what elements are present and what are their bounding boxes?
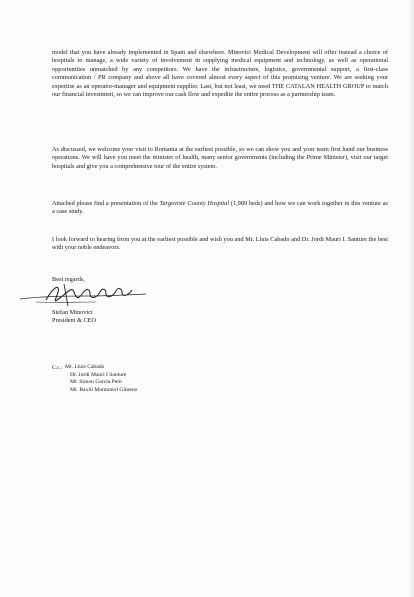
closing-paragraph: I look forward to hearing from you at the earliest possible and wish you and Mr. Lluis Cabado and Dr. Jordi Mauri I. Santure the best with your noble endeavors. <box>52 236 388 252</box>
cc-recipient: Mr. Baxili Montuniol Gimeno <box>70 386 138 393</box>
body-paragraph-1: model that you have already implemented in Spain and elsewhere. Minovici Medical Development will offer instead a choice of hospitals to manage, a wide variety of involvement in supplying medical equipment and technology, as well as operational opportunities unmatched by any competitors. We have the infrastructure, logistics, governmental support, a first-class communication / PR company and above all have covered almost every aspect of this promising venture. We are seeking your expertise as an operator-manager and equipment supplier. Last, but not least, we need THE CATALAN HEALTH GROUP to match our financial investment, so we can improve our cash flow and expedite the entire process as a partnership team. <box>52 49 388 99</box>
body-paragraph-2: As discussed, we welcome your visit to Romania at the earliest possible, so we can show you and your team first hand our business operations. We will have you meet the minister of health, many senior governments (including the Prime Minister), visit our target hospitals and give you a comprehensive tour of the entire system. <box>52 146 388 170</box>
hospital-name: Targoviste County Hospital <box>159 200 230 207</box>
signer-title: President & CEO <box>52 317 97 324</box>
cc-recipient: Dr. Jordi Mauri I Santure <box>70 371 127 378</box>
cc-label: C.c.: <box>52 365 63 371</box>
attachment-paragraph <box>52 200 388 217</box>
attachment-text-before: Attached please find a presentation of the <box>52 200 160 207</box>
hospital-beds: (1,989 beds) <box>229 200 263 207</box>
closing-salutation: Best regards, <box>52 276 85 283</box>
handwritten-signature <box>16 280 156 308</box>
cc-recipient: Mr. Simon Garcia Petit <box>70 379 122 385</box>
cc-recipient-list <box>65 364 137 394</box>
cc-recipient: Mr. Lluis Cabado <box>65 364 105 370</box>
signer-name: Stefan Minovici <box>52 309 93 316</box>
attachment-text-after: and how we can work together in this venture as a case study. <box>52 200 388 216</box>
